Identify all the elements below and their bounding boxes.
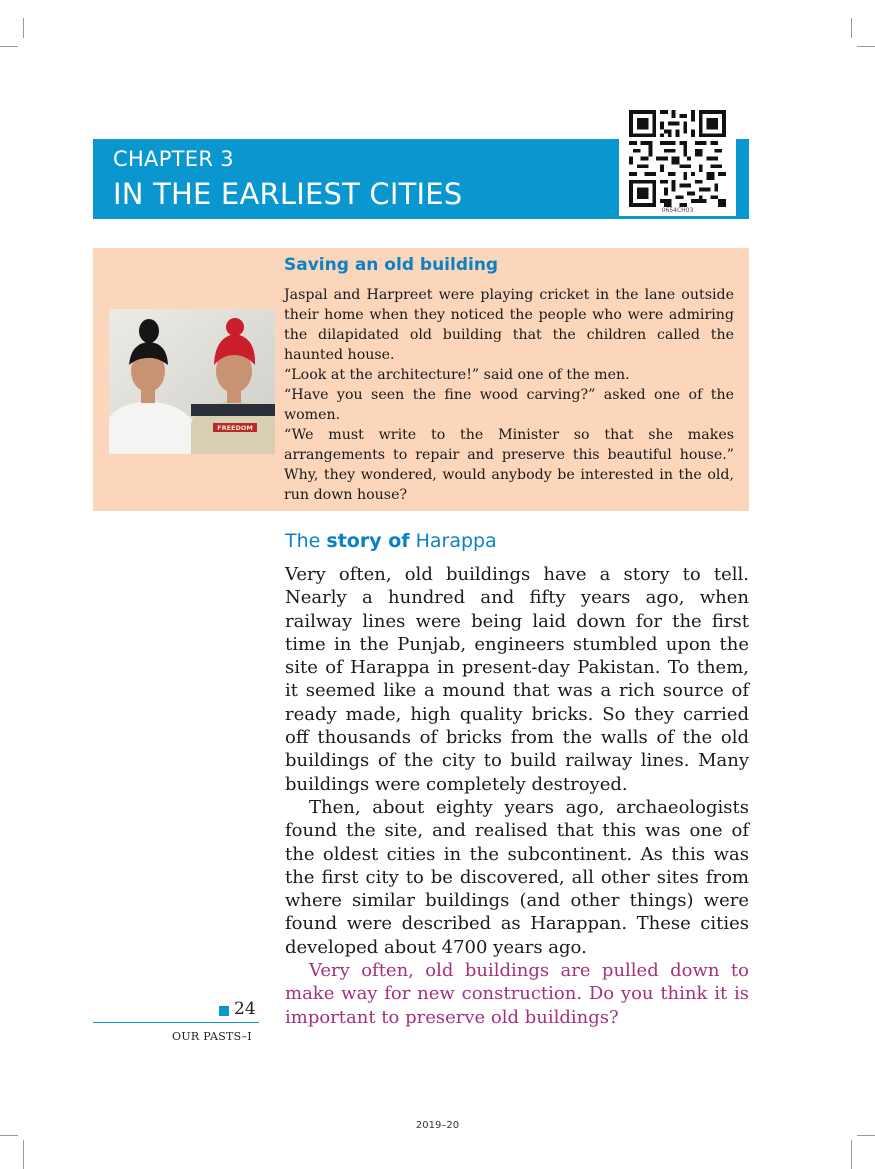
body-paragraph: Then, about eighty years ago, archaeologists found the site, and realised that this was one of the oldest cities in the subcontinent. As this was the first city to be discovered, all other sites from where similar buildings (and other things) were found were described as Harappan. These cities developed about 4700 years ago. [285, 796, 749, 958]
photo-illustration [109, 309, 275, 454]
question-text: Very often, old buildings are pulled down to make way for new construction. Do you think it is important to preserve old buildings? [285, 960, 749, 1028]
crop-mark [0, 46, 18, 47]
feature-heading: Saving an old building [284, 255, 499, 275]
footer-rule [93, 1022, 259, 1023]
feature-box [93, 248, 749, 511]
body-paragraph: Very often, old buildings have a story to tell. Nearly a hundred and fifty years ago, when railway lines were being laid down for the first time in the Punjab, engineers stumbled upon the site of Harappa in present-day Pakistan. To them, it seemed like a mound that was a rich source of ready made, high quality bricks. So they carried off thousands of bricks from the walls of the old buildings of the city to build railway lines. Many buildings were completely destroyed. [285, 564, 749, 795]
feature-paragraph: “Have you seen the fine wood carving?” asked one of the women. [284, 387, 734, 423]
qr-code[interactable] [619, 104, 736, 216]
section-heading [285, 530, 497, 552]
main-text [285, 563, 749, 1029]
crop-mark [851, 18, 852, 38]
section-heading-prefix: The [285, 530, 321, 552]
crop-mark [857, 46, 875, 47]
chapter-title: IN THE EARLIEST CITIES [113, 177, 463, 211]
feature-paragraph: Jaspal and Harpreet were playing cricket in the lane outside their home when they noticed the people who were admiring the dilapidated old building that the children called the haunted house. [284, 287, 734, 363]
chapter-label: CHAPTER 3 [113, 147, 234, 171]
feature-text [284, 285, 734, 505]
qr-code-id: 0654CH03 [661, 207, 694, 214]
feature-paragraph: “Look at the architecture!” said one of the men. [284, 367, 630, 383]
page-number-marker [219, 1006, 229, 1016]
crop-mark [851, 1140, 852, 1169]
qr-code-image [629, 110, 726, 207]
page-number: 24 [234, 999, 256, 1019]
edition-year: 2019–20 [415, 1120, 460, 1131]
crop-mark [23, 1140, 24, 1169]
shirt-text: FREEDOM [217, 424, 253, 432]
feature-paragraph: “We must write to the Minister so that she makes arrangements to repair and preserve this beautiful house.” Why, they wondered, would anybody be interested in the old, run down house? [284, 427, 734, 503]
section-heading-suffix: Harappa [415, 530, 497, 552]
crop-mark [23, 18, 24, 38]
children-photo [109, 309, 275, 454]
crop-mark [0, 1135, 18, 1136]
crop-mark [857, 1135, 875, 1136]
section-heading-emphasis: story of [326, 530, 410, 552]
book-series: OUR PASTS–I [172, 1030, 252, 1043]
